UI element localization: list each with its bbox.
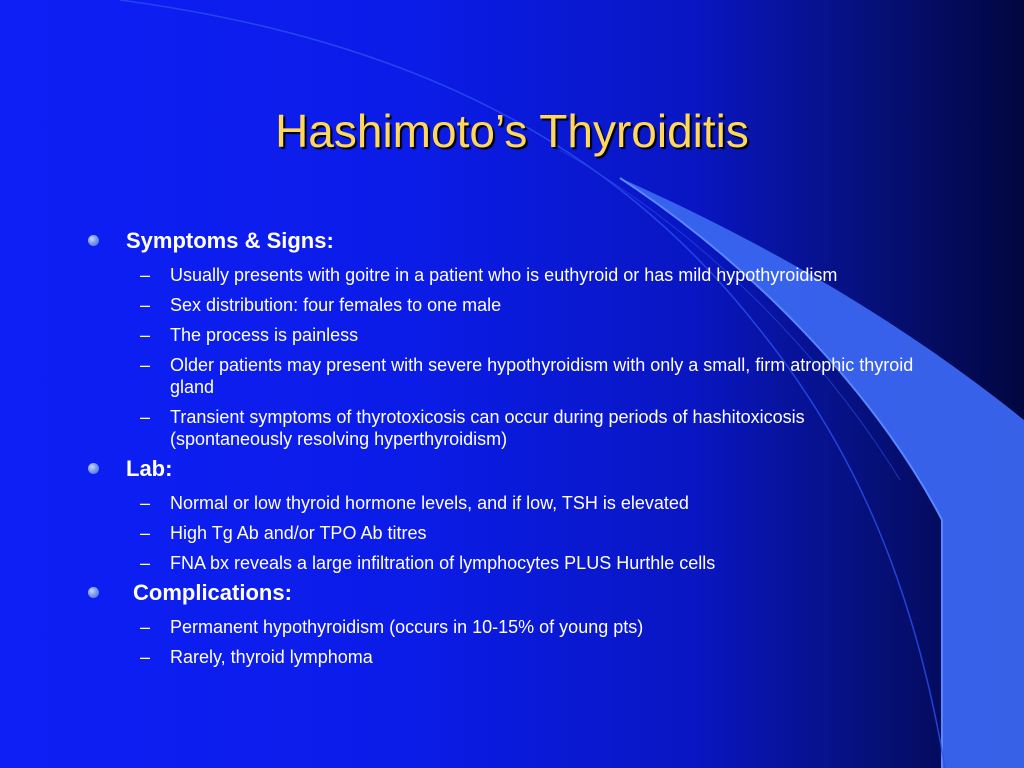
list-item bbox=[88, 616, 928, 638]
list-item bbox=[88, 646, 928, 668]
dash-bullet-icon: – bbox=[140, 265, 151, 285]
section-complications bbox=[88, 578, 928, 668]
slide-content bbox=[88, 226, 928, 668]
bullet-dot-icon bbox=[88, 463, 99, 474]
list-item bbox=[88, 552, 928, 574]
section-symptoms bbox=[88, 226, 928, 450]
list-item-text: Transient symptoms of thyrotoxicosis can occur during periods of hashitoxicosis (spontaneously resolving hyperthyroidism) bbox=[170, 407, 805, 449]
list-item-text: Normal or low thyroid hormone levels, and if low, TSH is elevated bbox=[170, 493, 689, 513]
section-heading: Symptoms & Signs: bbox=[126, 228, 334, 253]
dash-bullet-icon: – bbox=[140, 523, 151, 543]
section-heading: Complications: bbox=[133, 580, 292, 605]
list-item-text: Permanent hypothyroidism (occurs in 10-15% of young pts) bbox=[170, 617, 644, 637]
slide-title: Hashimoto’s Thyroiditis bbox=[275, 105, 749, 157]
list-item bbox=[88, 294, 928, 316]
sub-list bbox=[88, 264, 928, 450]
list-item-text: FNA bx reveals a large infiltration of lymphocytes PLUS Hurthle cells bbox=[170, 553, 716, 573]
list-item-text: The process is painless bbox=[170, 325, 359, 345]
dash-bullet-icon: – bbox=[140, 407, 151, 427]
dash-bullet-icon: – bbox=[140, 295, 151, 315]
sub-list bbox=[88, 492, 928, 574]
dash-bullet-icon: – bbox=[140, 647, 151, 667]
list-item bbox=[88, 354, 928, 398]
list-item-text: Sex distribution: four females to one male bbox=[170, 295, 502, 315]
list-item bbox=[88, 264, 928, 286]
list-item-text: Older patients may present with severe hypothyroidism with only a small, firm atrophic thyroid gland bbox=[170, 355, 914, 397]
dash-bullet-icon: – bbox=[140, 325, 151, 345]
sub-list bbox=[88, 616, 928, 668]
dash-bullet-icon: – bbox=[140, 355, 151, 375]
bullet-dot-icon bbox=[88, 587, 99, 598]
list-item bbox=[88, 522, 928, 544]
list-item-text: Usually presents with goitre in a patient who is euthyroid or has mild hypothyroidism bbox=[170, 265, 838, 285]
section-heading: Lab: bbox=[126, 456, 173, 481]
list-item-text: High Tg Ab and/or TPO Ab titres bbox=[170, 523, 427, 543]
list-item bbox=[88, 492, 928, 514]
dash-bullet-icon: – bbox=[140, 617, 151, 637]
list-item-text: Rarely, thyroid lymphoma bbox=[170, 647, 373, 667]
dash-bullet-icon: – bbox=[140, 493, 151, 513]
list-item bbox=[88, 406, 928, 450]
bullet-dot-icon bbox=[88, 235, 99, 246]
dash-bullet-icon: – bbox=[140, 553, 151, 573]
list-item bbox=[88, 324, 928, 346]
section-lab bbox=[88, 454, 928, 574]
